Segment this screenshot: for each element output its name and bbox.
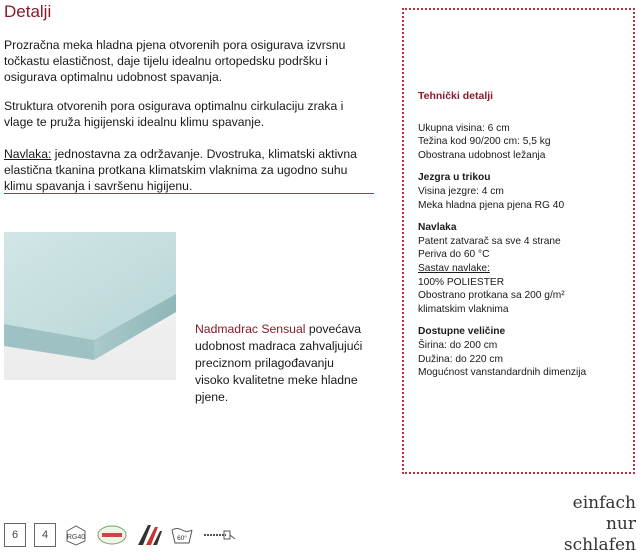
height-6cm-icon: 6 xyxy=(4,523,26,547)
spec-width: Širina: do 200 cm xyxy=(418,339,498,351)
spec-fibers: klimatskim vlaknima xyxy=(418,303,509,315)
technical-details xyxy=(418,90,628,380)
spec-core-foam: Meka hladna pjena pjena RG 40 xyxy=(418,199,565,211)
feature-icons-row xyxy=(4,521,236,549)
spec-zipper: Patent zatvarač sa sve 4 strane xyxy=(418,235,561,247)
sizes-heading: Dostupne veličine xyxy=(418,326,506,338)
product-brand-name: Nadmadrac Sensual xyxy=(195,322,306,336)
core-heading: Jezgra u trikou xyxy=(418,172,491,184)
description-paragraph-3 xyxy=(4,146,374,194)
promo-description: povećava udobnost madraca zahvaljujući preciznom prilagođavanju visoko kvalitetne meke hladne pjene. xyxy=(195,322,363,404)
wash-60-icon xyxy=(170,523,194,547)
foam-topper-image xyxy=(4,232,176,380)
cover-label: Navlaka: xyxy=(4,147,52,161)
spec-core-height: Visina jezgre: 4 cm xyxy=(418,185,504,197)
core-4cm-icon: 4 xyxy=(34,523,56,547)
spec-custom-sizes: Mogućnost vanstandardnih dimenzija xyxy=(418,367,587,379)
spec-material: 100% POLIESTER xyxy=(418,276,505,288)
cover-description: jednostavna za održavanje. Dvostruka, klimatski aktivna elastična tkanina protkana klimatskim vlaknima za ugodno suhu klimu spavanja i savršenu higijenu. xyxy=(4,147,357,193)
page-title: Detalji xyxy=(4,2,52,21)
description-paragraph-1: Prozračna meka hladna pjena otvorenih pora osigurava izvrsnu točkastu elastičnost, daje tijelu idealnu ortopedsku podršku i osigurava optimalnu udobnost spavanja. xyxy=(4,38,346,84)
brand-mark-icon xyxy=(136,523,162,547)
brand-logo xyxy=(564,493,636,556)
cover-heading: Navlaka xyxy=(418,222,457,234)
spec-composition-label: Sastav navlake: xyxy=(418,262,490,274)
technical-details-heading: Tehnički detalji xyxy=(418,90,494,102)
spec-woven: Obostrano protkana sa 200 g/m² xyxy=(418,290,565,302)
logo-word-3: schlafen xyxy=(563,535,636,555)
description-paragraph-2: Struktura otvorenih pora osigurava optimalnu cirkulaciju zraka i vlage te pruža higijenski idealnu klimu spavanje. xyxy=(4,99,344,129)
certification-seal-icon xyxy=(96,523,128,547)
logo-word-1: einfach xyxy=(572,493,636,513)
spec-length: Dužina: do 220 cm xyxy=(418,353,503,365)
spec-total-height: Ukupna visina: 6 cm xyxy=(418,122,510,134)
svg-text:RG40: RG40 xyxy=(66,534,86,541)
section-divider xyxy=(4,193,374,194)
zipper-icon xyxy=(202,523,236,547)
promo-text xyxy=(195,321,365,406)
logo-word-2: nur xyxy=(605,514,636,534)
spec-double-sided: Obostrana udobnost ležanja xyxy=(418,149,546,161)
spec-weight: Težina kod 90/200 cm: 5,5 kg xyxy=(418,136,551,148)
spec-washable: Periva do 60 °C xyxy=(418,249,490,261)
foam-rg40-icon xyxy=(64,523,88,547)
svg-text:60°: 60° xyxy=(177,535,187,542)
